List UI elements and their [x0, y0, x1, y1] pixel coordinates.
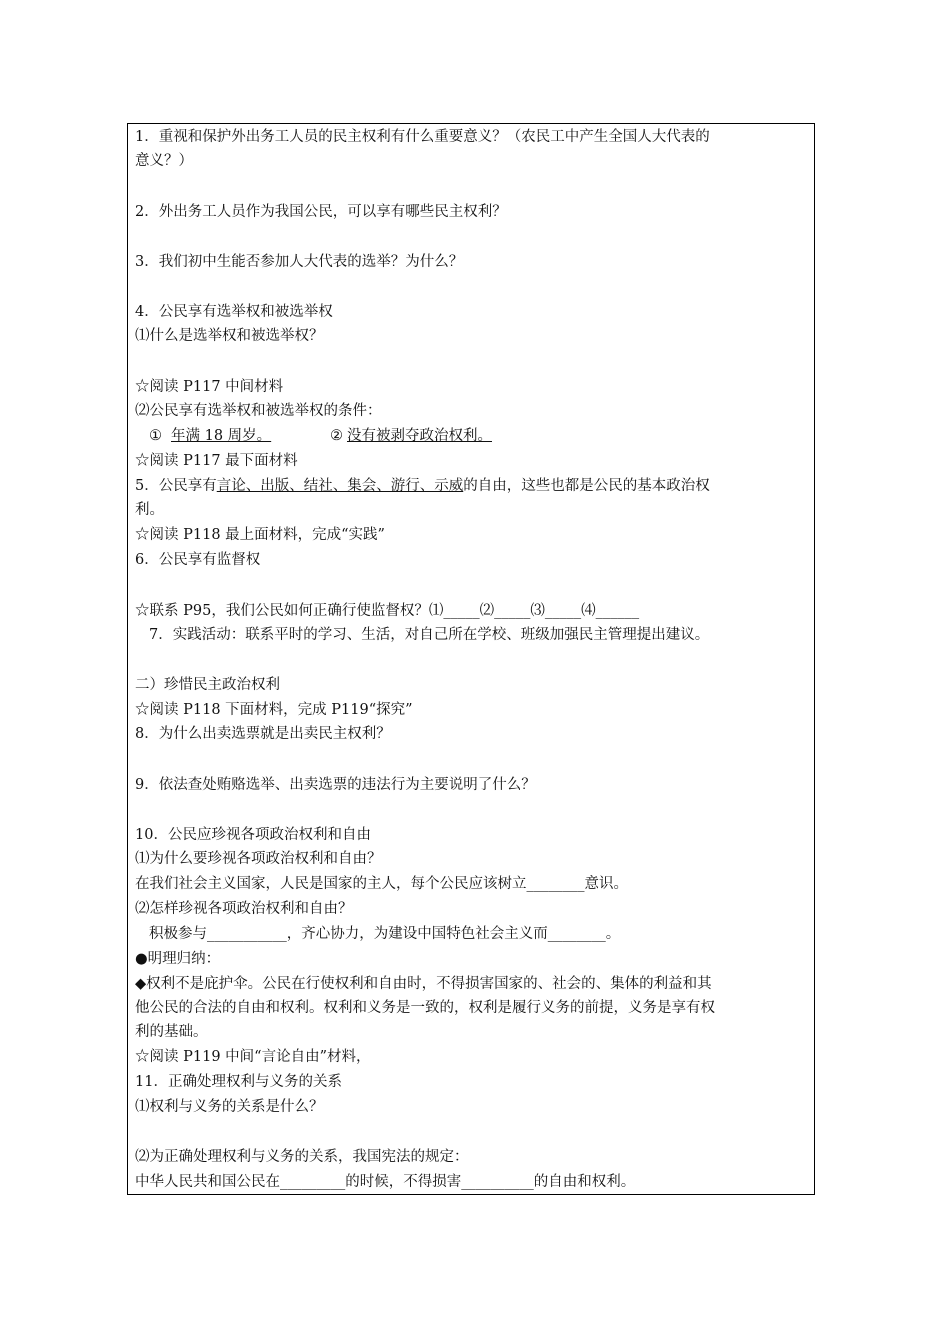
question-11-heading: 11．正确处理权利与义务的关系: [135, 1074, 342, 1090]
question-5-suffix: 的自由，这些也都是公民的基本政治权: [463, 478, 710, 494]
question-10-heading: 10．公民应珍视各项政治权利和自由: [135, 827, 371, 843]
question-2: 2．外出务工人员作为我国公民，可以享有哪些民主权利？: [135, 204, 507, 220]
reading-note-p117-bottom: ☆阅读 P117 最下面材料: [135, 453, 298, 469]
reading-note-p118-bottom: ☆阅读 P118 下面材料，完成 P119“探究”: [135, 702, 413, 718]
question-11-sub-1: ⑴权利与义务的关系是什么？: [135, 1099, 324, 1115]
question-4-heading: 4．公民享有选举权和被选举权: [135, 304, 333, 320]
reading-note-p118-top: ☆阅读 P118 最上面材料，完成“实践”: [135, 527, 385, 543]
condition-1-answer: 年满 18 周岁。: [171, 428, 272, 444]
question-10-sub-2-fill: 积极参与___________，齐心协力，为建设中国特色社会主义而________。: [149, 926, 621, 942]
question-5-prefix: 5．公民享有: [135, 478, 217, 494]
summary-line-2: 他公民的合法的自由和权利。权利和义务是一致的，权利是履行义务的前提，义务是享有权: [135, 1000, 715, 1016]
question-10-sub-1: ⑴为什么要珍视各项政治权利和自由？: [135, 851, 382, 867]
question-5-line-1: [135, 475, 710, 497]
question-1-line-1: 1．重视和保护外出务工人员的民主权利有什么重要意义？（农民工中产生全国人大代表的: [135, 129, 710, 145]
question-3: 3．我们初中生能否参加人大代表的选举？为什么？: [135, 254, 464, 270]
question-9: 9．依法查处贿赂选举、出卖选票的违法行为主要说明了什么？: [135, 777, 536, 793]
question-5-answer: 言论、出版、结社、集会、游行、示威: [216, 478, 464, 494]
supervision-question: ☆联系 P95，我们公民如何正确行使监督权？⑴_____⑵_____⑶_____⑷______: [135, 603, 640, 619]
question-4-sub-1: ⑴什么是选举权和被选举权？: [135, 328, 324, 344]
summary-heading: ●明理归纳：: [135, 951, 221, 967]
condition-2-marker: ②: [330, 428, 343, 444]
summary-line-3: 利的基础。: [135, 1024, 208, 1040]
question-5-line-2: 利。: [135, 502, 164, 518]
question-11-sub-2-fill: 中华人民共和国公民在_________的时候，不得损害__________的自由和权利。: [135, 1174, 636, 1190]
summary-line-1: ◆权利不是庇护伞。公民在行使权利和自由时，不得损害国家的、社会的、集体的利益和其: [135, 976, 712, 992]
question-1-line-2: 意义？）: [135, 153, 193, 169]
question-8: 8．为什么出卖选票就是出卖民主权利？: [135, 726, 391, 742]
question-6: 6．公民享有监督权: [135, 552, 261, 568]
reading-note-p117-middle: ☆阅读 P117 中间材料: [135, 379, 284, 395]
reading-note-p119-middle: ☆阅读 P119 中间“言论自由”材料，: [135, 1049, 371, 1065]
condition-1-marker: ①: [149, 428, 162, 444]
question-10-sub-2: ⑵怎样珍视各项政治权利和自由？: [135, 901, 353, 917]
section-2-heading: 二）珍惜民主政治权利: [135, 677, 280, 693]
question-7: 7．实践活动：联系平时的学习、生活，对自己所在学校、班级加强民主管理提出建议。: [149, 627, 710, 643]
question-11-sub-2: ⑵为正确处理权利与义务的关系，我国宪法的规定：: [135, 1149, 469, 1165]
condition-2-answer: 没有被剥夺政治权利。: [347, 428, 492, 444]
question-4-sub-2: ⑵公民享有选举权和被选举权的条件：: [135, 403, 382, 419]
question-10-sub-1-fill: 在我们社会主义国家，人民是国家的主人，每个公民应该树立________意识。: [135, 876, 628, 892]
content-table-frame: [127, 123, 815, 1195]
